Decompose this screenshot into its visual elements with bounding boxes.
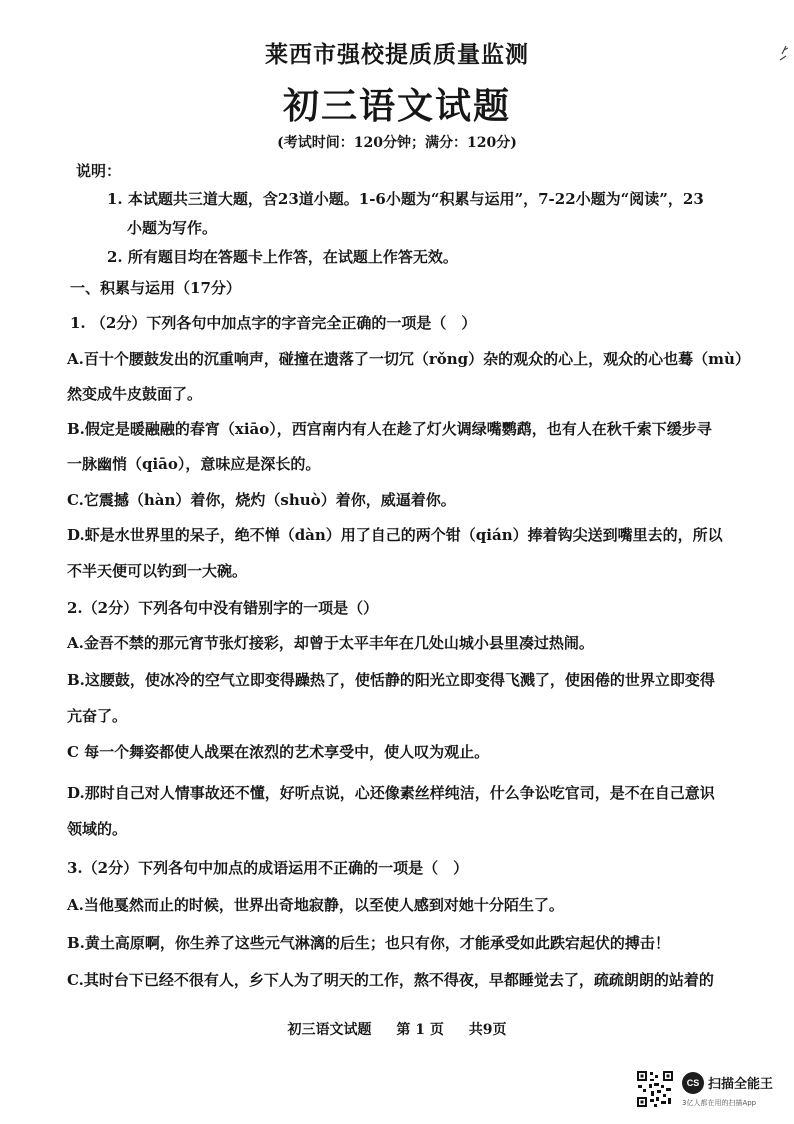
q2-option-c: C 每一个舞姿都使人战栗在浓烈的艺术享受中，使人叹为观止。: [67, 743, 490, 761]
q1-option-d-cont: 不半天便可以钓到一大碗。: [67, 562, 248, 580]
q2-option-b-cont: 亢奋了。: [67, 707, 128, 725]
page-footer: [0, 1019, 794, 1039]
q2-option-d: D.那时自己对人情事故还不懂，好听点说，心还像素丝样纯洁，什么争讼吃官司，是不在自己意识: [67, 784, 715, 802]
q1-option-b: B.假定是暖融融的春宵（xiāo），西宫南内有人在趁了灯火调绿嘴鹦鹉，也有人在秋千索下缓步寻: [67, 420, 712, 438]
question-1-stem: 1. （2分）下列各句中加点字的字音完全正确的一项是（ ）: [70, 314, 477, 332]
footer-subject: 初三语文试题: [287, 1022, 372, 1038]
q1-option-b-cont: 一脉幽悄（qiāo），意味应是深长的。: [67, 455, 321, 473]
qr-code-icon: [636, 1070, 674, 1108]
instruction-item-1-cont: 小题为写作。: [127, 219, 218, 237]
scanner-watermark: [636, 1070, 786, 1114]
q1-option-a: A.百十个腰鼓发出的沉重响声，碰撞在遗落了一切冗（rǒng）杂的观众的心上，观众的心也蓦（mù）: [67, 350, 750, 368]
footer-total: 共9页: [468, 1022, 507, 1038]
instructions-heading: 说明：: [76, 162, 122, 180]
q2-option-b: B.这腰鼓，使冰冷的空气立即变得躁热了，使恬静的阳光立即变得飞溅了，使困倦的世界立即变得: [67, 671, 715, 689]
q2-option-a: A.金吾不禁的那元宵节张灯接彩，却曾于太平丰年在几处山城小县里凑过热闹。: [67, 634, 594, 652]
question-3-stem: 3.（2分）下列各句中加点的成语运用不正确的一项是（ ）: [67, 859, 469, 877]
exam-meta: (考试时间：120分钟；满分：120分): [277, 135, 517, 151]
footer-page: 第 1 页: [396, 1022, 444, 1038]
exam-title: 初三语文试题: [282, 85, 511, 127]
q3-option-a: A.当他戛然而止的时候，世界出奇地寂静，以至使人感到对她十分陌生了。: [67, 896, 564, 914]
q3-option-c: C.其时台下已经不很有人，乡下人为了明天的工作，熬不得夜，早都睡觉去了，疏疏朗朗的站着的: [67, 971, 714, 989]
q2-option-d-cont: 领域的。: [67, 820, 128, 838]
instruction-item-1: 1. 本试题共三道大题，含23道小题。1-6小题为“积累与运用”，7-22小题为“阅读”，23: [107, 190, 704, 208]
scanner-app-name: 扫描全能王: [708, 1077, 774, 1092]
camscanner-logo-icon: CS: [682, 1072, 704, 1094]
section-1-title: 一、积累与运用（17分）: [70, 279, 241, 297]
school-name: 莱西市强校提质质量监测: [265, 41, 529, 68]
scan-mark-icon: [762, 44, 788, 84]
q1-option-c: C.它震撼（hàn）着你，烧灼（shuò）着你，威逼着你。: [67, 491, 456, 509]
question-2-stem: 2.（2分）下列各句中没有错别字的一项是（）: [67, 599, 379, 617]
q1-option-d: D.虾是水世界里的呆子，绝不惮（dàn）用了自己的两个钳（qián）捧着钩尖送到嘴里去的，所以: [67, 526, 723, 544]
scanner-tagline: 3亿人都在用的扫描App: [682, 1099, 757, 1107]
instruction-item-2: 2. 所有题目均在答题卡上作答，在试题上作答无效。: [107, 248, 458, 266]
q1-option-a-cont: 然变成牛皮鼓面了。: [67, 385, 203, 403]
q3-option-b: B.黄土高原啊，你生养了这些元气淋漓的后生；也只有你，才能承受如此跌宕起伏的搏击！: [67, 934, 670, 952]
